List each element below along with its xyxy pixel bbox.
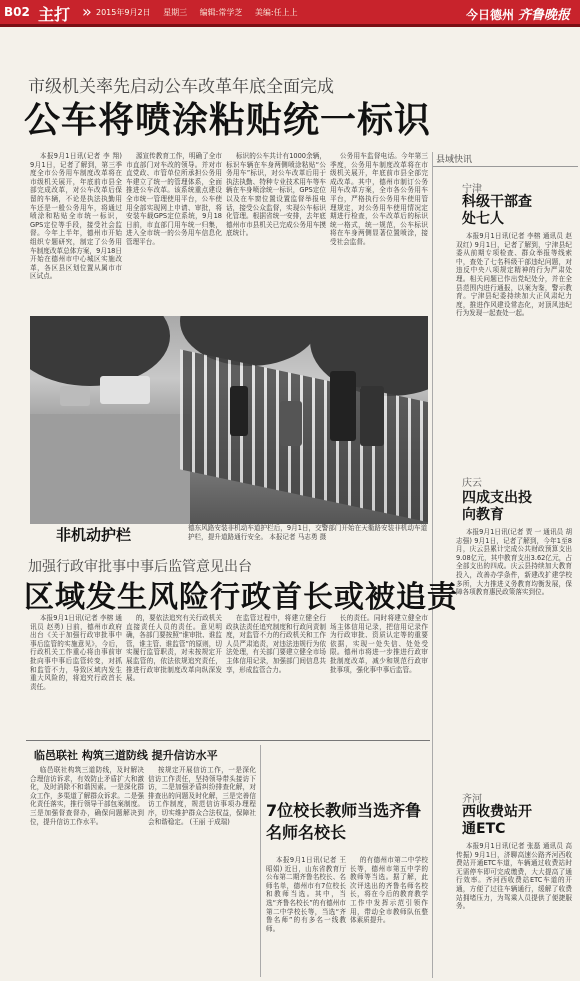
story2-column-1: 本报9月1日讯(记者 李榕 通讯员 赵勇) 日前，德州市政府出台《关于加强行政审批事中事后监管的实施意见》，今后，行政机关工作重心将由事前审批向事中事后监管转变，对抓和监管不力，导致区域内发生重大风险的，将追究行政首长责任。 <box>30 614 122 691</box>
sidebar-item3-body: 本报9月1日讯(记者 张磊 通讯员 高传振) 9月1日，济聊高速公路齐河西收费站开通ETC车道，车辆通过收费站时无需停车即可完成缴费，大大提高了通行效率。齐河西收费站ETC车道的开通，方便了过往车辆通行，缓解了收费站拥堵压力，为驾乘人员提供了便捷服务。 <box>456 842 572 911</box>
story2-headline: 区域发生风险行政首长或被追责 <box>24 580 458 615</box>
designer-credit: 美编:任上上 <box>254 8 298 17</box>
story4-column-2: 的有德州市第二中学校长等，德州市第五中学的教师等当选。据了解，此次评选出的齐鲁名师名校长，将在今后的教育教学工作中发挥示范引领作用，带动全市教师队伍整体素质提升。 <box>350 856 428 925</box>
sidebar-rule <box>432 166 578 167</box>
news-photo <box>30 316 428 524</box>
story4-column-1: 本报9月1日讯(记者 王昭娟) 近日，山东省教育厅公布第二期齐鲁名校长、名师名单，德州市有7位校长和教师当选。其中，当选“齐鲁名校长”的有德州市第二中学校长等，当选“齐鲁名师”的有多名一线教师。 <box>266 856 346 933</box>
story2-column-2: 的，要依法追究有关行政机关直接责任人员的责任。意见明确，各部门要按照“谁审批、谁监管，谁主管、谁监管”的原则，切实履行监管职责，对未按规定开展监管的，依法依规追究责任，推进行政审批制度改革向纵深发展。 <box>126 614 222 683</box>
chevron-icon: » <box>82 2 92 21</box>
photo-caption: 德东风路安装非机动车道护栏后，9月1日，交警部门开始在天衢路安装非机动车道护栏，提升道路通行安全。 本报记者 马志勇 摄 <box>188 524 428 541</box>
sidebar-item2-title: 四成支出投向教育 <box>462 490 532 523</box>
story3-column-2: 按规定开展信访工作，一是深化信访工作责任，坚持领导带头接访下访，二是加强矛盾纠纷排查化解，对排查出的问题及时化解，三是完善信访工作制度，规范信访事项办理程序，切实维护群众合法权益，保障社会和谐稳定。 (王丽 于成瑞) <box>148 766 256 826</box>
story1-column-2: 源宣传教育工作，明确了全市市直部门对车改的领导。并对市直党政、市管单位所承担公务用车建立了统一的管理体系，全面推进公车改革。该系统重点建设全市统一管理使用平台，公车使用全部实现网上申请、审批，将安装车载GPS定位系统，9月18日前，市直部门用车统一归集，进入全市统一的公务用车信息化管理平台。 <box>126 152 222 246</box>
story3-column-1: 临邑联社构筑三道防线，及时解决合理信访诉求，有效防止矛盾扩大和激化，及时消除不和谐因素。一是深化群众工作，多渠道了解群众诉求。二是强化责任落实，推行领导干部包案制度。三是加强督查督办，确保问题解决到位，提升信访工作水平。 <box>30 766 144 826</box>
story4-headline: 7位校长教师当选齐鲁名师名校长 <box>266 801 422 842</box>
story2-kicker: 加强行政审批事中事后监管意见出台 <box>28 559 252 575</box>
story2-column-4: 长的责任。同时将建立健全市场主体信用记录，把信用记录作为行政审批、资质认定等的重要依据，实现一处失信、处处受限。德州市将进一步推进行政审批制度改革，减少和规范行政审批事项，强化事中事后监管。 <box>330 614 428 674</box>
header-info <box>96 7 308 18</box>
sidebar-item3-place: 齐河 <box>462 794 482 805</box>
sidebar-header: 县域快讯 <box>436 155 473 165</box>
weekday: 星期三 <box>163 8 188 17</box>
sidebar-item1-body: 本报9月1日讯(记者 李榕 通讯员 赵双红) 9月1日，记者了解到，宁津县纪委从前期专项检查、群众举报等线索中，查处了七名科级干部违纪问题，对违反中央八项规定精神的行为严肃处理。相关问题已作出党纪处分，并在全县范围内进行通报，以案为鉴，警示教育。宁津县纪委持续加大正风肃纪力度，推进作风建设常态化，对顶风违纪行为发现一起查处一起。 <box>456 232 572 318</box>
sidebar-item1-title: 科级干部查处七人 <box>462 194 532 227</box>
page-number: B02 <box>4 5 30 19</box>
issue-date: 2015年9月2日 <box>96 8 151 17</box>
story1-kicker: 市级机关率先启动公车改革年底全面完成 <box>28 77 334 97</box>
paper-logo <box>466 4 570 23</box>
editor-credit: 编辑:常学芝 <box>199 8 243 17</box>
section-title: 主打 <box>38 5 71 24</box>
story1-headline: 公车将喷涂粘贴统一标识 <box>24 100 432 141</box>
sidebar-item3-title: 西收费站开通ETC <box>462 804 532 837</box>
paper-prefix: 今日德州 <box>465 8 514 22</box>
bottom-divider <box>260 745 261 977</box>
story1-column-4: 公务用车监督电话。今年第三季度，公务用车制度改革将在市级机关展开，年底前市县全部完成改革。其中，德州市制订公务用车改革方案，全市各公务用车平台，严格执行公务用车使用管理规定，对公务用车使用情况定期进行检查，公车改革后的标识统一格式，统一规范，公车标识将在车身两侧显著位置喷涂，接受社会监督。 <box>330 152 428 246</box>
sidebar-divider <box>432 152 433 978</box>
header-rule <box>0 24 580 27</box>
sidebar-item2-place: 庆云 <box>462 478 482 489</box>
paper-name: 齐鲁晚报 <box>517 8 570 23</box>
sidebar-item2-body: 本报9月1日讯(记者 贾 一 通讯员 胡志强) 9月1日，记者了解到，今年1至8月，庆云县累计完成公共财政预算支出9.08亿元，其中教育支出3.62亿元，占全部支出的四成。庆云县持续加大教育投入，改善办学条件，新建改扩建学校多所，大力推进义务教育均衡发展，保障各项教育惠民政策落实到位。 <box>456 528 572 597</box>
sidebar-item1-place: 宁津 <box>462 184 482 195</box>
photo-title: 非机动护栏 <box>56 526 132 544</box>
bottom-section-rule <box>26 740 430 741</box>
story1-column-3: 标识的公车共计有1000余辆，标识车辆在车身两侧喷涂粘贴“公务用车”标识，对公车改革后用于执法执勤、特种专业技术用车等车辆在车身喷涂统一标识，GPS定位以及在车窗位置设置监督举报电话，接受公众监督，实现公车标识化管理。根据省统一安排，去年底德州市市县机关已完成公务用车摸底统计。 <box>226 152 326 238</box>
story1-column-1: 本报9月1日讯(记者 李 翔) 9月1日，记者了解到，第三季度全市公务用车制度改革将在市级机关展开，年底前市县全部完成改革，对公车改革后保留的车辆，不论是执法执勤用车还是一般公务用车，将通过喷涂和粘贴全市统一标识，GPS定位等手段，接受社会监督。今年上半年，德州市开始组织专题研究，制定了公务用车制度改革总体方案，9月18日开始在德州市中心城区实施改革，各区县区划位置从属市市区试点。 <box>30 152 122 281</box>
story2-column-3: 在监管过程中，将建立健全行政执法责任追究制度和行政问责制度，对监管不力的行政机关和工作人员严肃追责，对违法违规行为依法处理，有关部门要建立健全市场主体信用记录，加强部门间信息共享，形成监管合力。 <box>226 614 326 674</box>
story3-headline: 临邑联社 构筑三道防线 提升信访水平 <box>34 749 218 762</box>
